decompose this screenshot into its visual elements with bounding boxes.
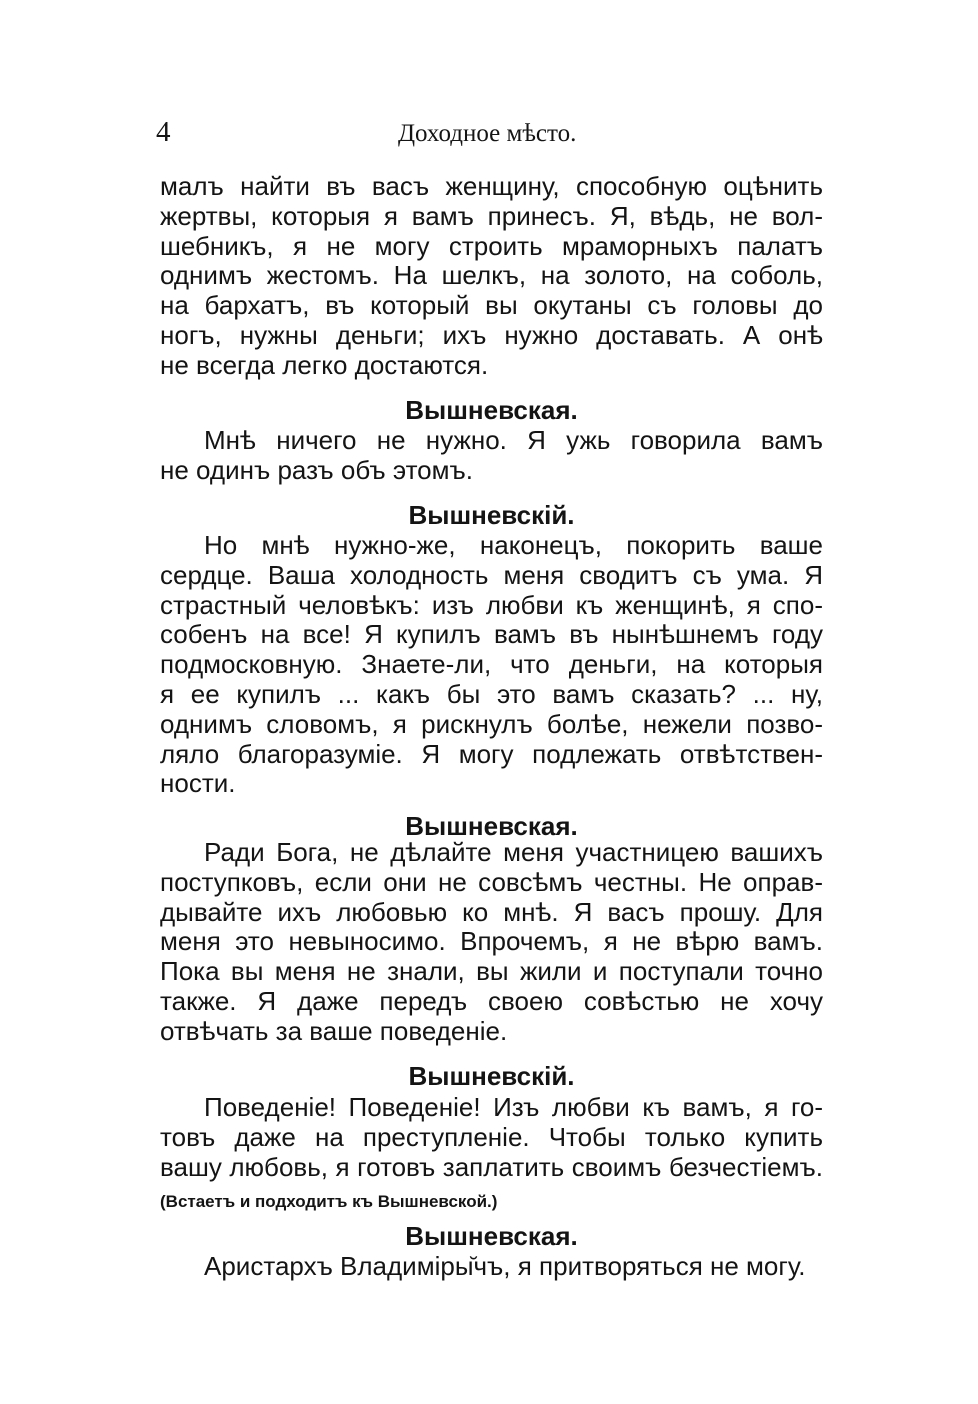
text-line: Ради Бога, не дѣлайте меня участницею вашихъ bbox=[204, 837, 823, 867]
speaker-heading: Вышневскій. bbox=[408, 500, 575, 530]
text-line: не всегда легко достаются. bbox=[160, 349, 489, 380]
text-line: однимъ жестомъ. На шелкъ, на золото, на соболь, bbox=[160, 260, 823, 291]
text-line: Мнѣ ничего не нужно. Я ужь говорила вамъ bbox=[204, 425, 823, 455]
text-line: ляло благоразуміе. Я могу подлежать отвѣтствен- bbox=[160, 738, 823, 769]
text-line: шебникъ, я не могу строить мраморныхъ палатъ bbox=[160, 230, 823, 261]
text-line: ногъ, нужны деньги; ихъ нужно доставать. А онѣ bbox=[160, 319, 823, 350]
text-line: подмосковную. Знаете-ли, что деньги, на которыя bbox=[160, 649, 823, 680]
text-line: однимъ словомъ, я рискнулъ болѣе, нежели позво- bbox=[160, 708, 823, 739]
text-line: ности. bbox=[160, 768, 236, 799]
text-line: на бархатъ, въ который вы окутаны съ головы до bbox=[160, 290, 823, 321]
stage-direction: (Встаетъ и подходитъ къ Вышневской.) bbox=[160, 1192, 498, 1211]
speaker-heading: Вышневская. bbox=[405, 1221, 578, 1251]
speaker-heading: Вышневская. bbox=[405, 395, 578, 425]
paragraph-continuation bbox=[160, 172, 823, 381]
page-number: 4 bbox=[156, 116, 171, 148]
speech-paragraph bbox=[160, 838, 823, 1047]
text-line: я ее купилъ ... какъ бы это вамъ сказать? ... ну, bbox=[160, 678, 823, 709]
text-line: Пока вы меня не знали, вы жили и поступали точно bbox=[160, 956, 823, 987]
speaker-heading: Вышневская. bbox=[405, 811, 578, 841]
text-line: собенъ на все! Я купилъ вамъ въ нынѣшнемъ году bbox=[160, 619, 823, 650]
text-line: Поведеніе! Поведеніе! Изъ любви къ вамъ, я го- bbox=[204, 1092, 823, 1122]
speech-paragraph bbox=[160, 1093, 823, 1182]
speaker-heading: Вышневскій. bbox=[408, 1061, 575, 1091]
speech-paragraph bbox=[160, 426, 823, 486]
running-title: Доходное мѣсто. bbox=[398, 120, 577, 147]
text-line: Аристархъ Владиміры̆чъ, я притворяться не могу. bbox=[204, 1251, 806, 1281]
text-line: Но мнѣ нужно-же, наконецъ, покорить ваше bbox=[204, 530, 823, 560]
text-line: товъ даже на преступленіе. Чтобы только купить bbox=[160, 1121, 823, 1152]
text-line: сердце. Ваша холодность меня сводитъ съ ума. Я bbox=[160, 559, 823, 590]
text-line: малъ найти въ васъ женщину, способную оцѣнить bbox=[160, 171, 823, 201]
text-line: поступковъ, если они не совсѣмъ честны. Не оправ- bbox=[160, 866, 823, 897]
text-line: отвѣчать за ваше поведеніе. bbox=[160, 1015, 508, 1046]
text-line: не одинъ разъ объ этомъ. bbox=[160, 454, 473, 485]
text-line: также. Я даже передъ своею совѣстью не хочу bbox=[160, 985, 823, 1016]
speech-paragraph bbox=[160, 531, 823, 799]
text-line: меня это невыносимо. Впрочемъ, я не вѣрю вамъ. bbox=[160, 926, 823, 957]
speech-paragraph bbox=[160, 1252, 823, 1282]
text-line: вашу любовь, я готовъ заплатить своимъ безчестіемъ. bbox=[160, 1151, 823, 1182]
text-line: страстный человѣкъ: изъ любви къ женщинѣ, я спо- bbox=[160, 589, 823, 620]
text-line: жертвы, которыя я вамъ принесъ. Я, вѣдь, не вол- bbox=[160, 200, 823, 231]
text-line: дывайте ихъ любовью ко мнѣ. Я васъ прошу. Для bbox=[160, 896, 823, 927]
